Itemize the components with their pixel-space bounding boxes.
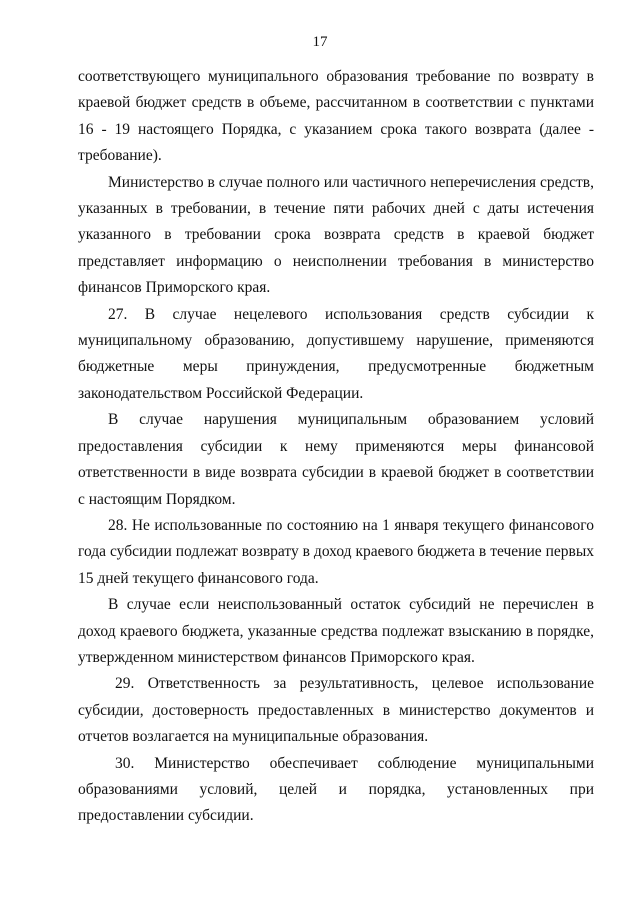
paragraph-continuation: соответствующего муниципального образования требование по возврату в краевой бюджет средств в объеме, рассчитанном в соответствии с пунктами 16 - 19 настоящего Порядка, с указанием срока такого возврата (далее - требование). [78, 68, 594, 165]
paragraph-financial-responsibility: В случае нарушения муниципальным образованием условий предоставления субсидии к нему применяются меры финансовой ответственности в виде возврата субсидии в краевой бюджет в соответствии с настоящим Порядком. [78, 411, 594, 508]
paragraph-unspent-balance: В случае если неиспользованный остаток субсидий не перечислен в доход краевого бюджета, указанные средства подлежат взысканию в порядке, утвержденном министерством финансов Приморского края. [78, 596, 594, 666]
page-number: 17 [312, 34, 328, 50]
paragraph-item-27: 27. В случае нецелевого использования средств субсидии к муниципальному образованию, допустившему нарушение, применяются бюджетные меры принуждения, предусмотренные бюджетным законодательством Российской Федерации. [78, 305, 594, 402]
paragraph-item-29: 29. Ответственность за результативность, целевое использование субсидии, достоверность предоставленных в министерство документов и отчетов возлагается на муниципальные образования. [78, 675, 594, 746]
paragraph-item-30: 30. Министерство обеспечивает соблюдение муниципальными образованиями условий, целей и порядка, установленных при предоставлении субсидии. [78, 754, 594, 825]
paragraph-ministry-information: Министерство в случае полного или частичного неперечисления средств, указанных в требовании, в течение пяти рабочих дней с даты истечения указанного в требовании срока возврата средств в краевой бюджет представляет информацию о неисполнении требования в министерство финансов Приморского края. [78, 173, 594, 297]
document-body [78, 64, 594, 830]
paragraph-item-28: 28. Не использованные по состоянию на 1 января текущего финансового года субсидии подлежат возврату в доход краевого бюджета в течение первых 15 дней текущего финансового года. [78, 516, 594, 587]
